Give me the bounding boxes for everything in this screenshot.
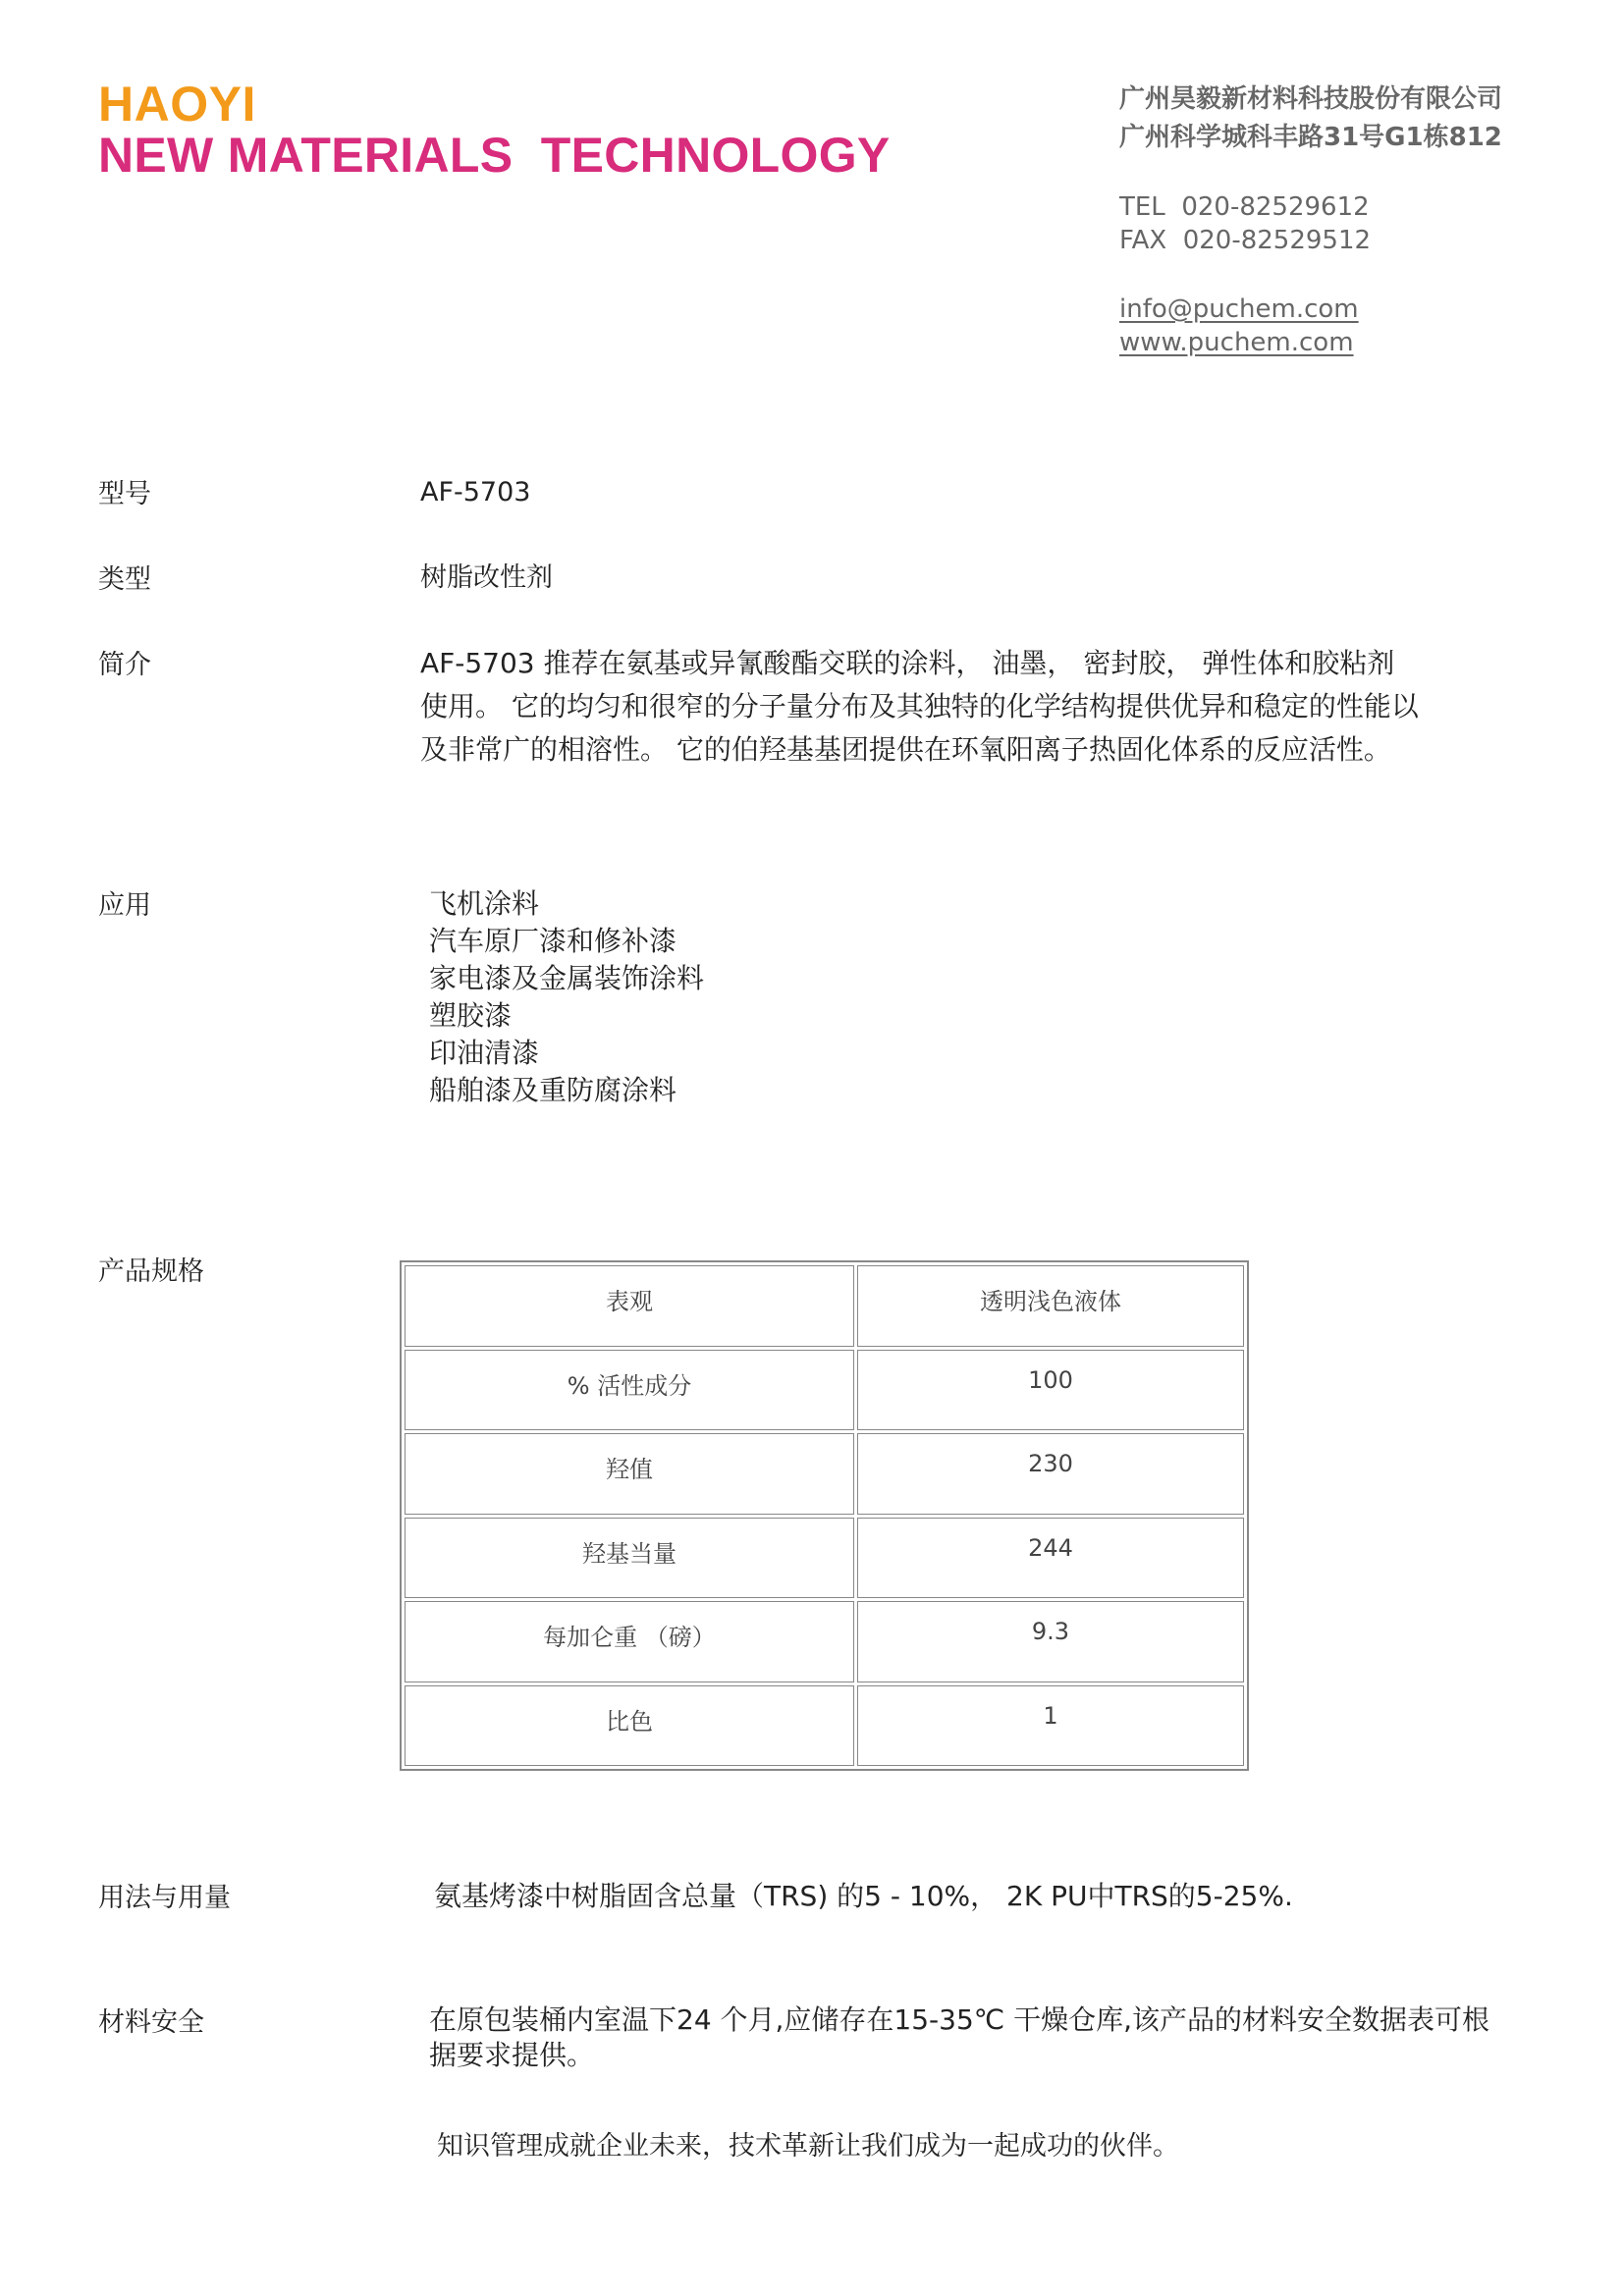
usage-value: 氨基烤漆中树脂固含总量（TRS) 的5 - 10%， 2K PU中TRS的5-25%.: [434, 1880, 1293, 1912]
spec-name-cell: 表观: [405, 1265, 854, 1347]
website-link[interactable]: www.puchem.com: [1119, 328, 1354, 357]
model-value: AF-5703: [420, 477, 531, 507]
intro-label: 简介: [98, 650, 151, 680]
list-item: 塑胶漆: [429, 999, 513, 1032]
list-item: 印油清漆: [429, 1037, 540, 1069]
intro-line: 使用。 它的均匀和很窄的分子量分布及其独特的化学结构提供优异和稳定的性能以: [420, 690, 1419, 722]
safety-label: 材料安全: [98, 2007, 204, 2038]
spec-value-cell: 100: [857, 1350, 1244, 1431]
intro-text: [420, 642, 1419, 772]
email-link[interactable]: info@puchem.com: [1119, 294, 1359, 324]
intro-line: 及非常广的相溶性。 它的伯羟基基团提供在环氧阳离子热固化体系的反应活性。: [420, 733, 1391, 766]
model-label: 型号: [98, 479, 151, 509]
table-row: [405, 1433, 1244, 1515]
application-label: 应用: [98, 890, 151, 921]
spec-value-cell: 230: [857, 1433, 1244, 1515]
intro-line: AF-5703 推荐在氨基或异氰酸酯交联的涂料， 油墨， 密封胶， 弹性体和胶粘剂: [420, 647, 1395, 679]
spec-name-cell: 比色: [405, 1685, 854, 1767]
telephone: TEL 020-82529612: [1119, 192, 1370, 222]
safety-line: 在原包装桶内室温下24 个月,应储存在15-35℃ 干燥仓库,该产品的材料安全数据表可根: [429, 2003, 1490, 2036]
type-label: 类型: [98, 564, 151, 595]
company-name: 广州昊毅新材料科技股份有限公司: [1119, 84, 1503, 114]
spec-name-cell: 羟基当量: [405, 1518, 854, 1599]
spec-label: 产品规格: [98, 1256, 204, 1287]
type-value: 树脂改性剂: [420, 562, 553, 593]
table-row: [405, 1350, 1244, 1431]
list-item: 飞机涂料: [429, 887, 540, 920]
company-address: 广州科学城科丰路31号G1栋812: [1119, 123, 1502, 152]
table-row: [405, 1685, 1244, 1767]
fax: FAX 020-82529512: [1119, 226, 1372, 255]
table-row: [405, 1518, 1244, 1599]
brand-tagline: NEW MATERIALS TECHNOLOGY: [98, 128, 891, 183]
spec-name-cell: 每加仑重 （磅）: [405, 1601, 854, 1682]
application-list: [429, 885, 704, 1109]
footer-slogan: 知识管理成就企业未来，技术革新让我们成为一起成功的伙伴。: [437, 2131, 1179, 2162]
table-row: [405, 1601, 1244, 1682]
list-item: 船舶漆及重防腐涂料: [429, 1074, 677, 1106]
usage-label: 用法与用量: [98, 1883, 231, 1913]
spec-value-cell: 透明浅色液体: [857, 1265, 1244, 1347]
spec-value-cell: 244: [857, 1518, 1244, 1599]
spec-value-cell: 1: [857, 1685, 1244, 1767]
table-row: [405, 1265, 1244, 1347]
spec-value-cell: 9.3: [857, 1601, 1244, 1682]
spec-name-cell: % 活性成分: [405, 1350, 854, 1431]
safety-text: [429, 2002, 1489, 2073]
safety-line: 据要求提供。: [429, 2039, 595, 2071]
brand-name: HAOYI: [98, 77, 256, 132]
spec-name-cell: 羟值: [405, 1433, 854, 1515]
list-item: 汽车原厂漆和修补漆: [429, 925, 677, 957]
spec-table: [400, 1260, 1249, 1771]
list-item: 家电漆及金属装饰涂料: [429, 962, 705, 994]
